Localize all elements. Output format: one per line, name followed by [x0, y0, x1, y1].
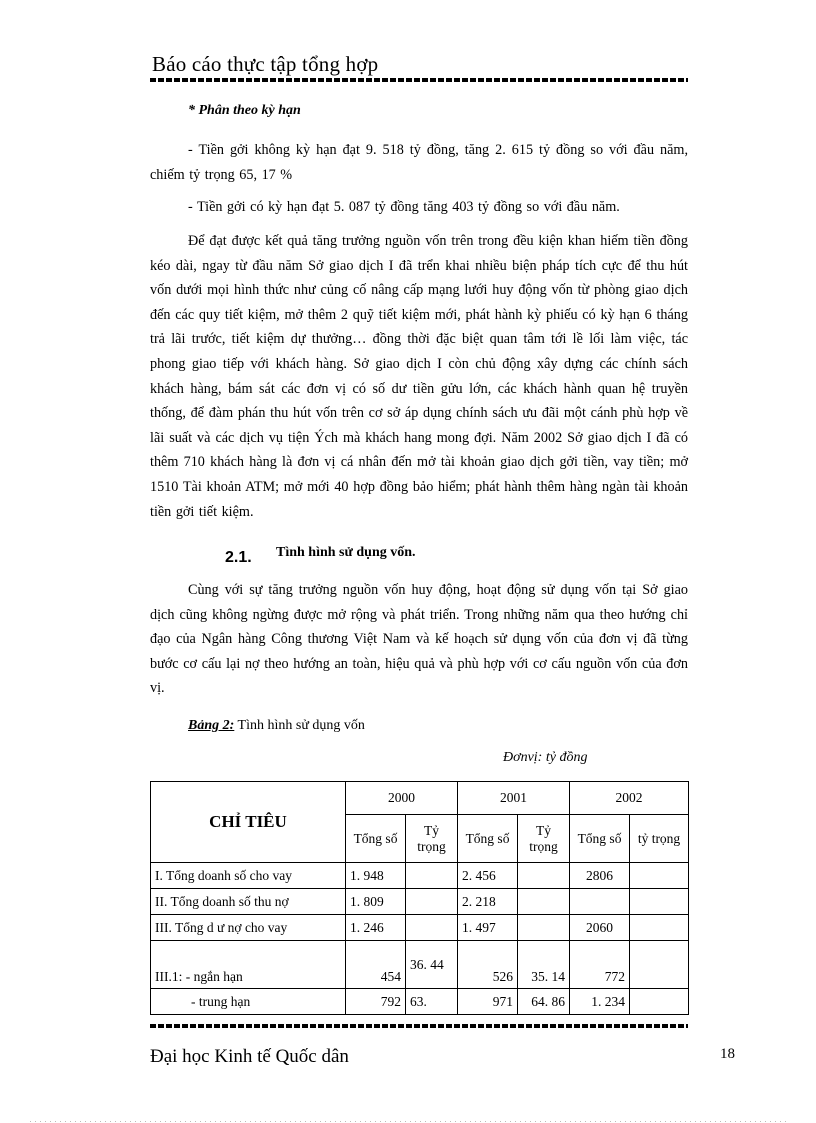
- subheader-total: Tổng số: [458, 815, 518, 863]
- row-label: III. Tổng d ư nợ cho vay: [151, 915, 346, 941]
- cell-value: 2. 218: [458, 889, 518, 915]
- header-title: Báo cáo thực tập tổng hợp: [152, 52, 379, 76]
- cell-value: 792: [346, 989, 406, 1015]
- section-title: Tình hình sử dụng vốn.: [276, 545, 416, 560]
- cell-value: 971: [458, 989, 518, 1015]
- subheading: * Phân theo kỳ hạn: [188, 103, 301, 118]
- cell-value: 1. 948: [346, 863, 406, 889]
- year-2001: 2001: [458, 782, 570, 815]
- cell-value: 2806: [570, 863, 630, 889]
- subheader-total: Tổng số: [346, 815, 406, 863]
- cell-value: 2060: [570, 915, 630, 941]
- subheader-ratio: Tỷ trọng: [518, 815, 570, 863]
- cell-ratio: [406, 863, 458, 889]
- subheader-ratio: tỷ trọng: [630, 815, 689, 863]
- cell-ratio: [630, 915, 689, 941]
- cell-value: 772: [570, 941, 630, 989]
- table-row: [151, 941, 689, 989]
- table-row: [151, 863, 689, 889]
- cell-ratio: [630, 989, 689, 1015]
- cell-ratio: [630, 889, 689, 915]
- cell-ratio: [406, 915, 458, 941]
- footer-rule: [150, 1024, 688, 1028]
- cell-ratio: [630, 863, 689, 889]
- table-caption-label: Bảng 2:: [188, 718, 235, 733]
- bullet-term-deposit: - Tiền gởi có kỳ hạn đạt 5. 087 tỷ đồng tăng 403 tỷ đồng so với đầu năm.: [188, 199, 620, 215]
- header-rule: [150, 78, 688, 82]
- cell-value: 1. 809: [346, 889, 406, 915]
- cell-ratio: 64. 86: [518, 989, 570, 1015]
- table-header-indicator: CHỈ TIÊU: [151, 782, 346, 863]
- paragraph-capital-usage: Cùng với sự tăng trưởng nguồn vốn huy động, hoạt động sử dụng vốn tại Sở giao dịch cũng không ngừng được mở rộng và phát triển. Trong những năm qua theo hướng chỉ đạo của Ngân hàng Công thương Việt Nam và kế hoạch sử dụng vốn của đơn vị đã từng bước cơ cấu lại nợ theo hướng an toàn, hiệu quả và phù hợp với cơ cấu nguồn vốn của đơn vị.: [150, 582, 688, 697]
- table-row: [151, 915, 689, 941]
- table-row: [151, 989, 689, 1015]
- row-label: III.1: - ngắn hạn: [151, 941, 346, 989]
- cell-value: 2. 456: [458, 863, 518, 889]
- table-caption-text: Tình hình sử dụng vốn: [234, 718, 365, 733]
- cell-ratio: [630, 941, 689, 989]
- table-row: [151, 889, 689, 915]
- section-number: 2.1.: [225, 549, 252, 566]
- year-2000: 2000: [346, 782, 458, 815]
- cell-ratio: 36. 44: [406, 941, 458, 989]
- subheader-ratio: Tỷ trọng: [406, 815, 458, 863]
- cell-ratio: 63.: [406, 989, 458, 1015]
- paragraph-capital-growth: Để đạt được kết quả tăng trưởng nguồn vốn trên trong đều kiện khan hiếm tiền đồng kéo dài, ngay từ đầu năm Sở giao dịch I đã trển khai nhiều biện pháp tích cực để thu hút vốn dưới mọi hình thức như củng cố nâng cấp mạng lưới huy động vốn từ phòng giao dịch đến các quy tiết kiệm, mở thêm 2 quỹ tiết kiệm mới, phát hành kỳ phiếu có kỳ hạn 6 tháng trả lãi trước, tiết kiệm dự thưởng… đồng thời đặc biệt quan tâm tới lề lối làm việc, tác phong giao tiếp với khách hàng. Sở giao dịch I còn chủ động xây dựng các chính sách khách hàng, bám sát các đơn vị có số dư tiền gửu lớn, các khách hành quan hệ truyền thống, để đàm phán thu hút vốn trên cơ sở áp dụng chính sách ưu đãi một cánh phù hợp về lãi suất và các dịch vụ tiện Ých mà khách hang mong đợi. Năm 2002 Sở giao dịch I đã có thêm 710 khách hàng là đơn vị cá nhân đến mở tài khoản giao dịch gởi tiền, vay tiền; mở 1510 Tài khoản ATM; mở mới 40 hợp đồng bảo hiểm; phát hành thêm hàng ngàn tài khoản tiền gởi tiết kiệm.: [150, 233, 688, 520]
- cell-value: [570, 889, 630, 915]
- cell-ratio: [518, 915, 570, 941]
- cell-value: 1. 246: [346, 915, 406, 941]
- cell-value: 1. 497: [458, 915, 518, 941]
- cell-value: 526: [458, 941, 518, 989]
- cell-ratio: 35. 14: [518, 941, 570, 989]
- page-number: 18: [720, 1046, 735, 1062]
- unit-label: Đơnvị: tỷ đồng: [503, 750, 588, 765]
- bullet-unterm-deposit: - Tiền gởi không kỳ hạn đạt 9. 518 tỷ đồng, tăng 2. 615 tỷ đồng so với đầu năm, chiếm tỷ trọng 65, 17 %: [150, 142, 688, 183]
- table-caption: [188, 718, 365, 734]
- page-edge-dots: [30, 1121, 790, 1122]
- row-label: II. Tổng doanh số thu nợ: [151, 889, 346, 915]
- year-2002: 2002: [570, 782, 689, 815]
- cell-value: 1. 234: [570, 989, 630, 1015]
- footer-title: Đại học Kinh tế Quốc dân: [150, 1046, 349, 1067]
- cell-value: 454: [346, 941, 406, 989]
- cell-ratio: [518, 889, 570, 915]
- row-label: - trung hạn: [151, 989, 346, 1015]
- capital-usage-table: [150, 781, 689, 1015]
- row-label: I. Tổng doanh số cho vay: [151, 863, 346, 889]
- subheader-total: Tổng số: [570, 815, 630, 863]
- cell-ratio: [518, 863, 570, 889]
- cell-ratio: [406, 889, 458, 915]
